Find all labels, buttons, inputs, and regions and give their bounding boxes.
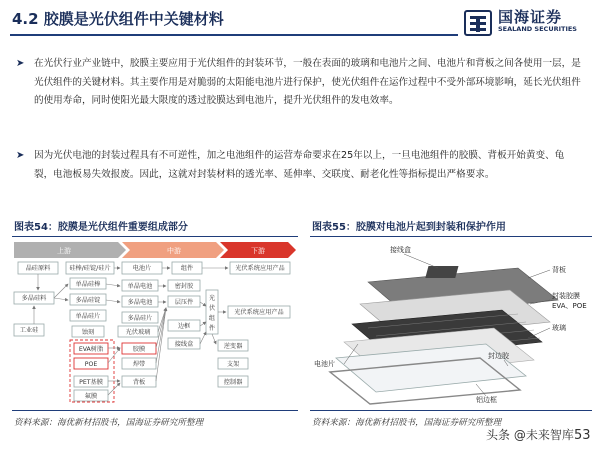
node-label-pv-module-char-4: 件 [208, 325, 216, 332]
node-label: 电池片 [132, 265, 152, 272]
figure-55-rule [310, 236, 592, 237]
label-backsheet: 背板 [552, 266, 566, 274]
figure-54-title: 图表54：胶膜是光伏组件重要组成部分 [14, 222, 188, 233]
bullet-arrow-icon: ➤ [16, 58, 25, 69]
logo-text-cn: 国海证券 [498, 8, 563, 26]
node-label: 密封胶 [174, 283, 194, 290]
label-glass: 玻璃 [552, 324, 566, 332]
module-exploded-view-diagram [308, 238, 598, 406]
label-edge-sealant: 封边胶 [488, 352, 509, 360]
label-junction-box: 接线盒 [390, 246, 411, 254]
node-label: POE [84, 361, 98, 368]
node-label: 背板 [132, 379, 146, 386]
watermark: 头条 @未来智库 [486, 428, 574, 442]
source-note-left: 资料来源：海优新材招股书，国海证券研究所整理 [14, 418, 204, 428]
node-label: 焊带 [132, 361, 146, 368]
junction-box-shape [425, 266, 458, 278]
stage-banner-upstream [14, 242, 126, 258]
node-label-pv-module-char-2: 伏 [208, 305, 216, 312]
paragraph-2: 因为光伏电池的封装过程具有不可逆性，加之电池组件的运营寿命要求在25年以上，一旦电池组件的胶膜、背板开始黄变、龟裂，电池板易失效报废。因此，这就对封装材料的透光率、延伸率、交联度、耐老化性等指标提出严格要求。 [34, 150, 565, 180]
node-label: 多晶电池 [127, 299, 153, 306]
stage-label-midstream: 中游 [167, 247, 181, 255]
page-title: 4.2 胶膜是光伏组件中关键材料 [12, 10, 224, 28]
source-rule-right [310, 410, 592, 411]
stage-label-upstream: 上游 [57, 247, 71, 255]
node-label: 逆变器 [223, 343, 243, 350]
page-number: 53 [574, 428, 591, 443]
node-label: 硅棒/硅锭/硅片 [69, 265, 111, 272]
node-label-pv-module-char-1: 光 [208, 295, 216, 302]
node-label: 晶硅原料 [25, 265, 51, 272]
paragraph-1: 在光伏行业产业链中，胶膜主要应用于光伏组件的封装环节，一般在表面的玻璃和电池片之间、电池片和背板之间各使用一层，是光伏组件的关键材料。其主要作用是对脆弱的太阳能电池片进行保护，使光伏组件在运作过程中不受外部环境影响，延长光伏组件的使用寿命，同时使阳光最大限度的透过胶膜达到电池片，提升光伏组件的发电效率。 [34, 58, 581, 106]
figure-54-rule [12, 236, 298, 237]
node-label: 接线盒 [174, 341, 194, 348]
node-label: 多晶硅锭 [75, 297, 101, 304]
node-label: 控制器 [223, 379, 243, 386]
node-label: 单晶硅片 [75, 313, 101, 320]
stage-banner-midstream [122, 242, 224, 258]
node-label: EVA树脂 [78, 346, 104, 353]
node-label: 多晶硅片 [127, 315, 153, 322]
node-label-pv-module-char-3: 组 [208, 315, 216, 322]
node-label: 胶膜 [132, 346, 146, 353]
label-encapsulant: 封装胶膜 [552, 292, 580, 300]
node-label: 工业硅 [19, 327, 39, 334]
source-note-right: 资料来源：海优新材招股书，国海证券研究所整理 [312, 418, 502, 428]
node-label: 多晶硅料 [21, 295, 47, 302]
sealand-logo-icon [462, 8, 494, 38]
node-label: 蚀刻 [81, 329, 95, 336]
label-aluminum-frame: 铝边框 [476, 396, 497, 404]
industry-chain-diagram [10, 240, 300, 406]
node-label: 光伏系统应用产品 [234, 309, 284, 316]
node-label: 边框 [177, 323, 191, 330]
node-label: 层压件 [174, 299, 194, 306]
node-label: 单晶硅棒 [75, 281, 101, 288]
source-rule-left [12, 410, 298, 411]
title-divider [10, 34, 458, 36]
label-cell: 电池片 [314, 360, 335, 368]
node-label: PET基膜 [79, 379, 103, 386]
node-label: 支架 [226, 361, 240, 368]
node-label: 光伏系统应用产品 [235, 265, 285, 272]
bullet-arrow-icon: ➤ [16, 150, 25, 161]
figure-55-title: 图表55：胶膜对电池片起到封装和保护作用 [312, 222, 506, 233]
node-label: 单晶电池 [127, 283, 153, 290]
node-label: 光伏玻璃 [125, 329, 151, 336]
stage-banner-downstream [220, 242, 296, 258]
stage-label-downstream: 下游 [251, 247, 265, 255]
logo-text-en: SEALAND SECURITIES [498, 25, 577, 33]
node-label: 氟膜 [84, 393, 98, 400]
label-eva-poe: EVA、POE [552, 302, 587, 310]
node-label: 组件 [180, 265, 194, 272]
